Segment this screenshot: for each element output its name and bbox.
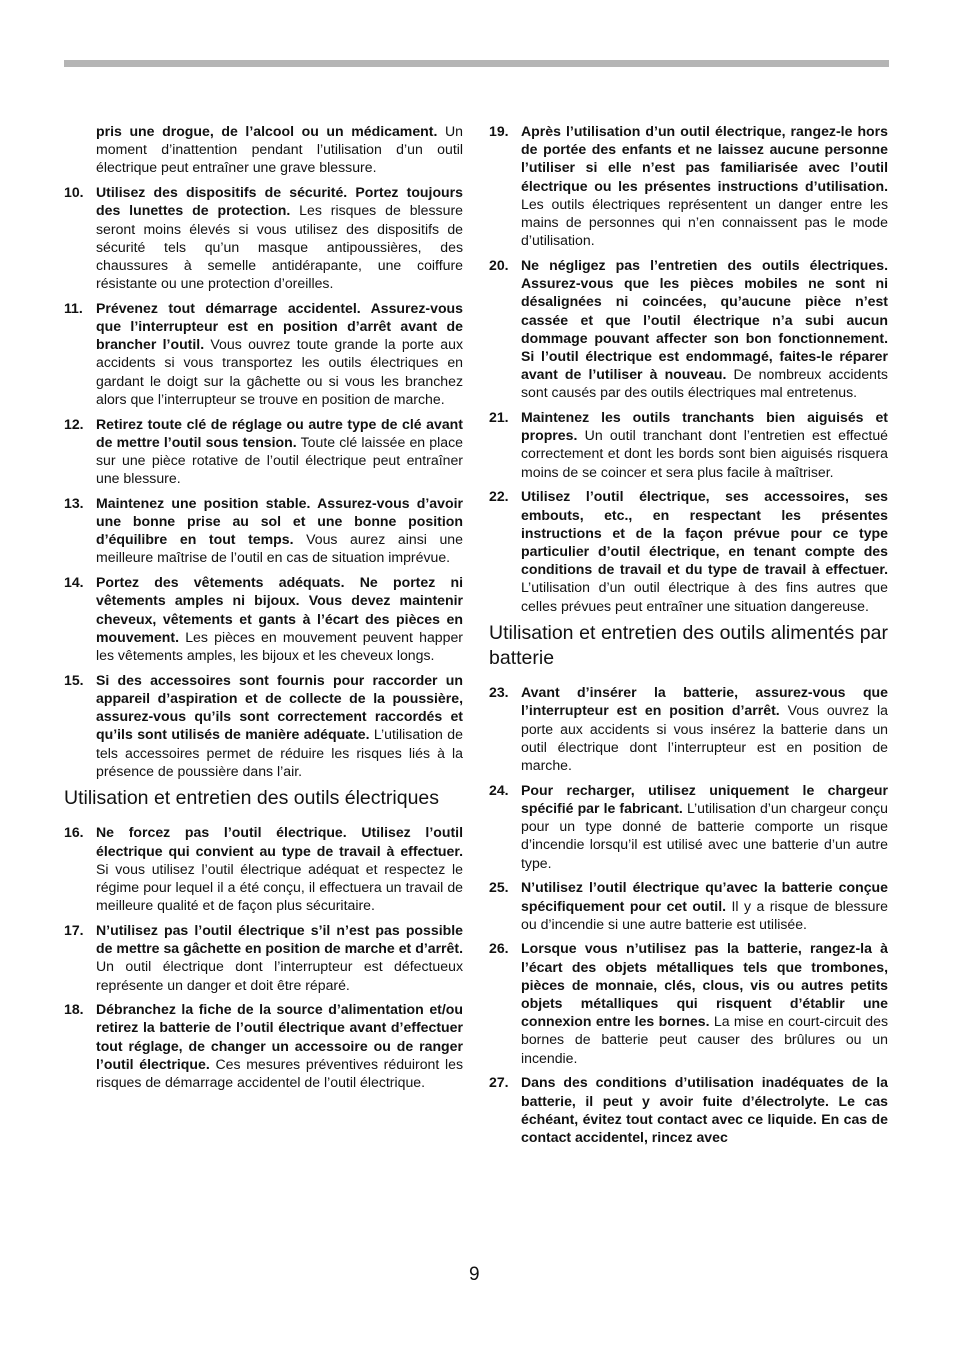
- list-item: [64, 183, 463, 292]
- item-body: [96, 573, 463, 664]
- item-number: 25.: [489, 879, 509, 896]
- item-number: 24.: [489, 781, 509, 798]
- item-body: [96, 921, 463, 994]
- list-item: [489, 122, 888, 249]
- item-body: [96, 823, 463, 914]
- section-heading: Utilisation et entretien des outils alimentés par batterie: [489, 622, 888, 670]
- item-bold-text: pris une drogue, de l’alcool ou un médicament.: [96, 123, 438, 139]
- item-bold-text: Retirez toute clé de réglage ou autre type de clé avant de mettre l’outil sous tension.: [96, 415, 463, 450]
- list-item: [489, 683, 888, 774]
- section-heading: Utilisation et entretien des outils électriques: [64, 787, 440, 810]
- item-body: [521, 256, 888, 402]
- item-bold-text: Débranchez la fiche de la source d’alimentation et/ou retirez la batterie de l’outil électrique avant d’effectuer tout réglage, de changer un accessoire ou de ranger l’outil électrique.: [96, 1001, 463, 1072]
- page-number: 9: [469, 1264, 480, 1285]
- item-body: [521, 487, 888, 614]
- item-body: [521, 122, 888, 249]
- list-item: [64, 1000, 463, 1091]
- item-body: [521, 878, 888, 933]
- list-item: [64, 415, 463, 488]
- list-item: [489, 1073, 888, 1146]
- item-text: Les outils électriques représentent un danger entre les mains de personnes qui n’en connaissent pas le mode d’utilisation.: [521, 195, 888, 249]
- item-body: [521, 939, 888, 1066]
- item-number: 17.: [64, 921, 84, 938]
- list-item: [64, 573, 463, 664]
- item-number: 27.: [489, 1074, 509, 1091]
- item-number: 16.: [64, 824, 84, 841]
- item-bold-text: Après l’utilisation d’un outil électrique, rangez-le hors de portée des enfants et ne laissez aucune personne l’utiliser si elle n’est pas familiarisée avec l’outil électrique ou les présentes instructions d’utilisation.: [521, 123, 888, 194]
- item-bold-text: Ne forcez pas l’outil électrique. Utilisez l’outil électrique qui convient au type de travail à effectuer.: [96, 824, 463, 859]
- right-column: [489, 122, 888, 1153]
- item-bold-text: N’utilisez pas l’outil électrique s’il n’est pas possible de mettre sa gâchette en position de marche et d’arrêt.: [96, 921, 463, 957]
- list-item: [64, 823, 463, 914]
- item-list: [64, 823, 463, 1091]
- item-text: Toute clé laissée en place sur une pièce rotative de l’outil électrique peut entraîner une blessure.: [96, 433, 463, 487]
- item-bold-text: N’utilisez l’outil électrique qu’avec la batterie conçue spécifiquement pour cet outil.: [521, 879, 888, 914]
- item-body: [521, 781, 888, 872]
- item-text: Vous ouvrez la porte aux accidents si vous insérez la batterie dans un outil électrique dont l’interrupteur est en position de marche.: [521, 702, 888, 774]
- item-text: De nombreux accidents sont causés par des outils électriques mal entretenus.: [521, 366, 888, 401]
- list-item: [64, 921, 463, 994]
- item-body: [521, 1073, 888, 1146]
- item-list: [489, 122, 888, 615]
- item-text: Les risques de blessure seront moins élevés si vous utilisez des dispositifs de sécurité tels qu’un masque antipoussières, des chaussures à semelle antidérapante, une coiffure résistante ou une protection d’oreilles.: [96, 202, 463, 292]
- item-body: [521, 408, 888, 481]
- item-bold-text: Pour recharger, utilisez uniquement le chargeur spécifié par le fabricant.: [521, 781, 888, 816]
- item-bold-text: Ne négligez pas l’entretien des outils électriques. Assurez-vous que les pièces mobiles ne sont ni désalignées ni coincées, qu’aucune pièce n’est cassée et que l’outil électrique n’a subi aucun dommage pouvant affecter son bon fonctionnement. Si l’outil électrique est endommagé, faites-le réparer avant de l’utiliser à nouveau.: [521, 256, 888, 383]
- item-text: Un outil électrique dont l’interrupteur est défectueux représente un danger et doit être réparé.: [96, 958, 463, 993]
- item-number: 26.: [489, 940, 509, 957]
- item-text: Si vous utilisez l’outil électrique adéquat et respectez le régime pour lequel il a été conçu, il effectuera un travail de meilleure qualité et de façon plus sécuritaire.: [96, 860, 463, 914]
- item-bold-text: Prévenez tout démarrage accidentel. Assurez-vous que l’interrupteur est en position d’arrêt avant de brancher l’outil.: [96, 299, 463, 353]
- item-text: L’utilisation d’un outil électrique à des fins autres que celles prévues peut entraîner une situation dangereuse.: [521, 579, 888, 614]
- item-number: 23.: [489, 684, 509, 701]
- item-bold-text: Si des accessoires sont fournis pour raccorder un appareil d’aspiration et de collecte de la poussière, assurez-vous qu’ils sont correctement raccordés et qu’ils sont utilisés de manière adéquate.: [96, 671, 463, 743]
- item-body: [96, 671, 463, 780]
- item-bold-text: Utilisez l’outil électrique, ses accessoires, ses embouts, etc., en respectant les présentes instructions et de la façon prévue pour ce type particulier d’outil électrique, en tenant compte des conditions de travail et du type de travail à effectuer.: [521, 488, 888, 578]
- item-number: 21.: [489, 409, 509, 426]
- item-number: 12.: [64, 415, 84, 432]
- list-item: [64, 671, 463, 780]
- item-text: Vous aurez ainsi une meilleure maîtrise de l’outil en cas de situation imprévue.: [96, 531, 463, 566]
- left-column: [64, 122, 463, 1098]
- item-bold-text: Dans des conditions d’utilisation inadéquates de la batterie, il peut y avoir fuite d’électrolyte. Le cas échéant, évitez tout contact avec ce liquide. En cas de contact accidentel, rincez avec: [521, 1074, 888, 1145]
- item-bold-text: Maintenez une position stable. Assurez-vous d’avoir une bonne prise au sol et une bonne position d’équilibre en tout temps.: [96, 494, 463, 548]
- item-number: 13.: [64, 494, 84, 511]
- item-number: 20.: [489, 256, 509, 273]
- item-text: Ces mesures préventives réduiront les risques de démarrage accidentel de l’outil électrique.: [96, 1055, 463, 1091]
- item-body: [96, 415, 463, 488]
- item-text: Vous ouvrez toute grande la porte aux accidents si vous transportez les outils électriques en gardant le doigt sur la gâchette ou si vous les branchez alors que l’interrupteur se trouve en position de marche.: [96, 336, 464, 407]
- item-list: [489, 683, 888, 1146]
- item-bold-text: Maintenez les outils tranchants bien aiguisés et propres.: [521, 409, 888, 444]
- item-number: 11.: [64, 299, 83, 316]
- item-number: 14.: [64, 574, 84, 591]
- item-bold-text: Lorsque vous n’utilisez pas la batterie, rangez-la à l’écart des objets métalliques tels que trombones, pièces de monnaie, clés, clous, vis ou autres petits objets métalliques qui risquent d’établir une connexion entre les bornes.: [521, 940, 888, 1030]
- list-item: [64, 299, 463, 408]
- item-text: L’utilisation d’un chargeur conçu pour un type donné de batterie comporte un risque d’incendie lorsqu’il est utilisé avec une batterie d’un autre type.: [521, 800, 889, 871]
- item-body: [96, 183, 463, 292]
- list-item: [489, 256, 888, 402]
- item-number: 18.: [64, 1001, 84, 1018]
- item-body: [96, 1000, 463, 1091]
- item-number: 22.: [489, 488, 509, 505]
- list-item: [489, 878, 888, 933]
- item-body: [521, 683, 888, 774]
- item-body: [96, 299, 463, 408]
- item-number: 10.: [64, 184, 84, 201]
- list-item: [489, 487, 888, 614]
- list-item: [489, 781, 888, 872]
- item-body: [96, 494, 463, 567]
- item-text: La mise en court-circuit des bornes de batterie peut causer des brûlures ou un incendie.: [521, 1013, 888, 1066]
- item-number: 15.: [64, 671, 84, 688]
- item-text: Un moment d’inattention pendant l’utilisation d’un outil électrique peut entraîner une grave blessure.: [96, 123, 463, 176]
- list-item: [64, 494, 463, 567]
- item-text: L’utilisation de tels accessoires permet de réduire les risques liés à la présence de poussière dans l’air.: [96, 726, 463, 779]
- list-item: [489, 408, 888, 481]
- item-text: Il y a risque de blessure ou d’incendie si une autre batterie est utilisée.: [521, 897, 888, 932]
- item-number: 19.: [489, 123, 509, 139]
- list-item: [489, 939, 888, 1066]
- item-bold-text: Portez des vêtements adéquats. Ne portez ni vêtements amples ni bijoux. Vous devez maintenir cheveux, vêtements et gants à l’écart des pièces en mouvement.: [96, 574, 463, 645]
- item-text: Les pièces en mouvement peuvent happer les vêtements amples, les bijoux et les cheveux longs.: [96, 628, 463, 663]
- item-text: Un outil tranchant dont l’entretien est effectué correctement et dont les bords sont bien aiguisés risquera moins de se coincer et sera plus facile à maîtriser.: [521, 427, 888, 480]
- header-rule: [64, 60, 889, 67]
- continued-item: [64, 122, 463, 177]
- item-bold-text: Utilisez des dispositifs de sécurité. Portez toujours des lunettes de protection.: [96, 184, 463, 219]
- item-bold-text: Avant d’insérer la batterie, assurez-vous que l’interrupteur est en position d’arrêt.: [521, 684, 888, 719]
- item-list: [64, 183, 463, 780]
